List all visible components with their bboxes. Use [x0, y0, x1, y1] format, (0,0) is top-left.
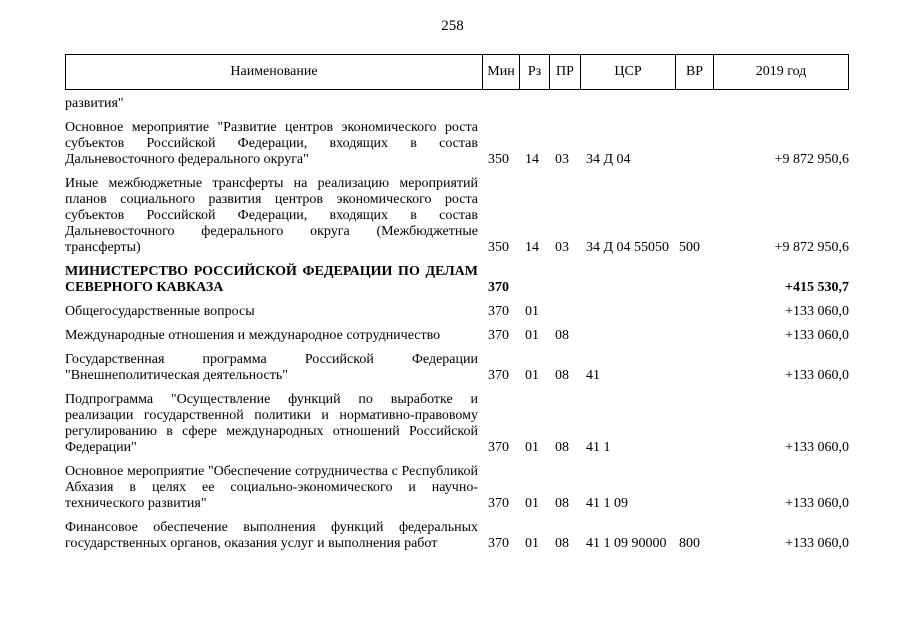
row-rz: 14: [525, 152, 539, 167]
row-pr: 08: [555, 368, 569, 383]
row-min: 370: [488, 304, 509, 319]
row-name: развития": [65, 96, 124, 111]
row-name: Основное мероприятие "Обеспечение сотрудничества с Республикой Абхазия в целях ее социально-экономического и научно-технического развития": [65, 464, 478, 511]
row-pr: 08: [555, 328, 569, 343]
table-row: [65, 392, 849, 456]
row-amount: +133 060,0: [785, 368, 849, 383]
header-vr: ВР: [676, 55, 714, 89]
row-pr: 03: [555, 240, 569, 255]
row-min: 350: [488, 152, 509, 167]
table-body: [65, 96, 849, 560]
row-name: Общегосударственные вопросы: [65, 304, 255, 319]
row-amount: +133 060,0: [785, 496, 849, 511]
row-name: Подпрограмма "Осуществление функций по выработке и реализации государственной политики и нормативно-правовому регулированию в сфере международных отношений Российской Федерации": [65, 392, 478, 455]
header-min: Мин: [483, 55, 520, 89]
row-rz: 01: [525, 304, 539, 319]
row-amount: +133 060,0: [785, 536, 849, 551]
row-rz: 01: [525, 368, 539, 383]
row-min: 370: [488, 280, 509, 295]
row-csr: 34 Д 04 55050: [586, 240, 670, 255]
row-name: Международные отношения и международное сотрудничество: [65, 328, 441, 343]
row-min: 370: [488, 536, 509, 551]
row-min: 370: [488, 368, 509, 383]
row-amount: +9 872 950,6: [774, 152, 849, 167]
row-rz: 01: [525, 536, 539, 551]
header-pr: ПР: [550, 55, 581, 89]
row-amount: +133 060,0: [785, 440, 849, 455]
table-row: [65, 264, 849, 296]
table-row: [65, 328, 849, 344]
row-min: 350: [488, 240, 509, 255]
row-rz: 01: [525, 328, 539, 343]
row-amount: +415 530,7: [785, 280, 849, 295]
row-amount: +9 872 950,6: [774, 240, 849, 255]
row-rz: 01: [525, 496, 539, 511]
row-pr: 08: [555, 536, 569, 551]
row-pr: 08: [555, 440, 569, 455]
table-header: [65, 54, 849, 90]
row-pr: 08: [555, 496, 569, 511]
row-name: Финансовое обеспечение выполнения функций федеральных государственных органов, оказания услуг и выполнения работ: [65, 520, 478, 551]
row-name: Основное мероприятие "Развитие центров экономического роста субъектов Российской Федерации, входящих в состав Дальневосточного федерального округа": [65, 120, 478, 167]
row-csr: 41 1: [586, 440, 611, 455]
table-row: [65, 304, 849, 320]
table-row: [65, 520, 849, 552]
header-name: Наименование: [66, 55, 483, 89]
header-year: 2019 год: [755, 64, 807, 79]
row-csr: 41: [586, 368, 600, 383]
row-csr: 41 1 09 90000: [586, 536, 667, 551]
header-csr: ЦСР: [581, 55, 676, 89]
row-csr: 34 Д 04: [586, 152, 631, 167]
row-name: Иные межбюджетные трансферты на реализацию мероприятий планов социального развития центров экономического роста субъектов Российской Федерации, входящих в состав Дальневосточного федерального округа (Межбюджетные трансферты): [65, 176, 478, 255]
row-rz: 14: [525, 240, 539, 255]
table-row: [65, 464, 849, 512]
table-row: [65, 96, 849, 112]
page-number: 258: [441, 18, 464, 34]
row-pr: 03: [555, 152, 569, 167]
row-amount: +133 060,0: [785, 304, 849, 319]
row-vr: 500: [679, 240, 700, 255]
table-row: [65, 120, 849, 168]
row-min: 370: [488, 496, 509, 511]
table-row: [65, 352, 849, 384]
row-csr: 41 1 09: [586, 496, 628, 511]
row-min: 370: [488, 328, 509, 343]
row-rz: 01: [525, 440, 539, 455]
header-rz: Рз: [520, 55, 550, 89]
table-row: [65, 176, 849, 256]
row-name: Государственная программа Российской Федерации "Внешнеполитическая деятельность": [65, 352, 478, 383]
row-min: 370: [488, 440, 509, 455]
row-name: МИНИСТЕРСТВО РОССИЙСКОЙ ФЕДЕРАЦИИ ПО ДЕЛАМ СЕВЕРНОГО КАВКАЗА: [65, 264, 478, 295]
row-vr: 800: [679, 536, 700, 551]
row-amount: +133 060,0: [785, 328, 849, 343]
